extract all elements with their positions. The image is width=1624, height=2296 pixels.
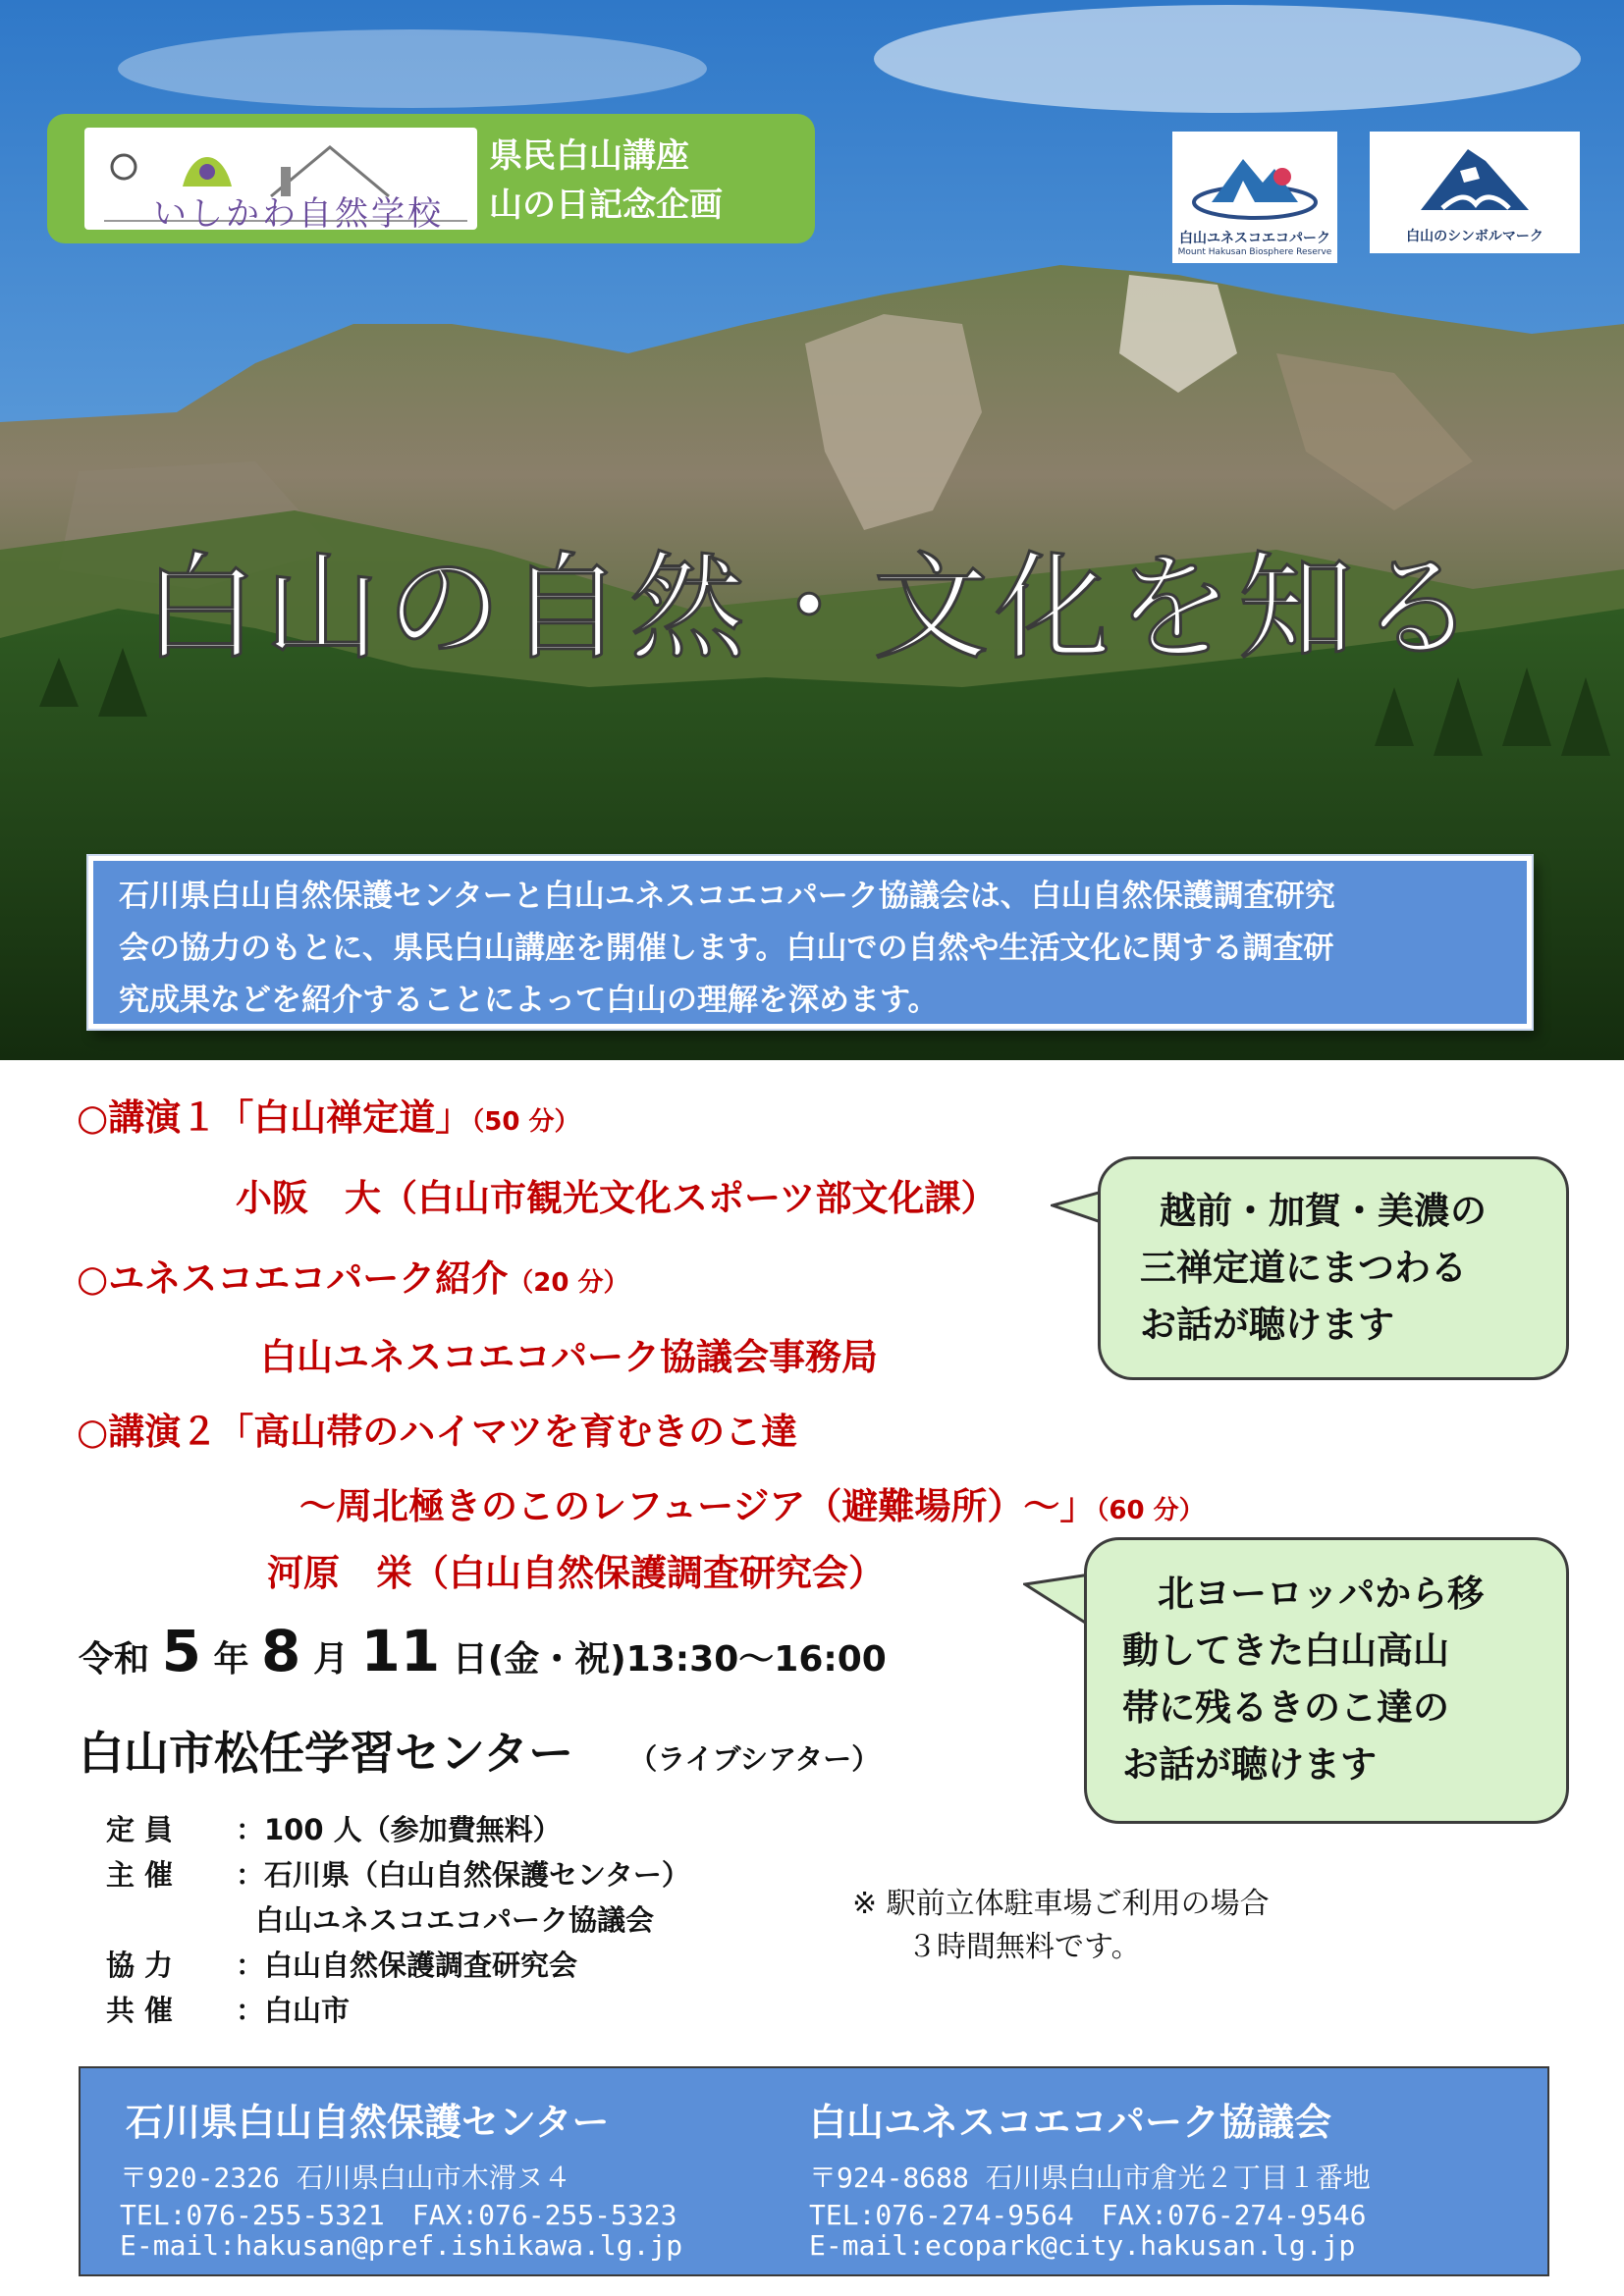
detail-cosponsor [106,1989,350,2029]
talk1-heading [77,1088,580,1141]
footer-right-name: 白山ユネスコエコパーク協議会 [809,2101,1332,2144]
ecopark-subcaption: Mount Hakusan Biosphere Reserve [1177,247,1332,257]
footer-left-address: 〒920-2326 石川県白山市木滑ヌ４ [120,2162,571,2194]
ecopark-intro-title: ○ユネスコエコパーク紹介 [77,1257,509,1300]
header-line-2: 山の日記念企画 [489,186,723,225]
bubble2-tail [1023,1571,1092,1629]
ecopark-logo [1172,132,1337,263]
venue-room: （ライブシアター） [628,1742,881,1776]
detail-value: 白山ユネスコエコパーク協議会 [255,1903,655,1937]
parking-note-line-1: ※ 駅前立体駐車場ご利用の場合 [852,1887,1270,1921]
bubble1-line-1: 越前・加賀・美濃の [1160,1190,1487,1232]
venue-name: 白山市松任学習センター [79,1727,574,1780]
event-date [79,1618,887,1684]
date-year: 5 [161,1618,201,1684]
talk1-bubble [1098,1156,1569,1380]
intro-line-3: 究成果などを紹介することによって白山の理解を深めます。 [119,983,939,1018]
date-day: 11 [360,1618,441,1684]
ecopark-mountain-icon [1172,132,1337,230]
footer-right-tel: TEL:076-274-9564 FAX:076-274-9546 [809,2199,1367,2231]
ecopark-intro-speaker: 白山ユネスコエコパーク協議会事務局 [260,1336,878,1378]
detail-label: 定員 [106,1813,184,1846]
footer-right-email[interactable]: E-mail:ecopark@city.hakusan.lg.jp [809,2229,1356,2262]
talk2-subtitle: ～周北極きのこのレフュージア（避難場所）～」 [299,1485,1097,1527]
date-era: 令和 [79,1639,150,1680]
detail-value: ：石川県（白山自然保護センター） [236,1858,690,1892]
bubble2-line-4: お話が聴けます [1122,1743,1377,1786]
talk1-speaker: 小阪 大（白山市観光文化スポーツ部文化課） [236,1177,998,1219]
detail-organizer-2 [106,1898,654,1939]
date-nen: 年 [213,1639,249,1680]
footer-right-address: 〒924-8688 石川県白山市倉光２丁目１番地 [809,2162,1371,2194]
bubble2-line-1: 北ヨーロッパから移 [1158,1573,1485,1615]
hakusan-symbol-icon [1370,132,1580,222]
contact-footer [79,2066,1549,2276]
date-rest: 日(金・祝)13:30～16:00 [452,1639,887,1680]
detail-value: ：100 人（参加費無料） [236,1813,562,1846]
header-banner [47,114,815,243]
bubble2-line-2: 動してきた白山高山 [1122,1629,1449,1672]
detail-cooperation [106,1944,577,1984]
intro-box [88,856,1532,1029]
talk1-title: ○講演１「白山禅定道」 [77,1096,472,1139]
ecopark-caption: 白山ユネスコエコパーク [1179,231,1330,246]
detail-value: ：白山市 [236,1994,351,2027]
ecopark-intro-heading [77,1249,629,1302]
talk2-speaker: 河原 栄（白山自然保護調査研究会） [267,1552,885,1594]
ishikawa-nature-school-logo [84,128,477,230]
bubble1-line-2: 三禅定道にまつわる [1140,1247,1467,1289]
talk2-bubble [1084,1537,1569,1824]
intro-line-1: 石川県白山自然保護センターと白山ユネスコエコパーク協議会は、白山自然保護調査研究 [119,879,1335,914]
detail-label: 共催 [106,1994,184,2027]
footer-left-name: 石川県白山自然保護センター [126,2101,610,2144]
ecopark-intro-duration: （20 分） [508,1268,629,1298]
bubble1-line-3: お話が聴けます [1140,1304,1394,1346]
main-title: 白山の自然・文化を知る [141,540,1482,675]
symbol-caption: 白山のシンボルマーク [1406,229,1543,244]
school-logo-text: いしかわ自然学校 [153,194,444,230]
talk2-duration: （60 分） [1096,1496,1205,1525]
footer-left-email[interactable]: E-mail:hakusan@pref.ishikawa.lg.jp [120,2229,683,2262]
detail-capacity [106,1808,562,1848]
detail-organizer [106,1853,690,1894]
venue [79,1718,880,1783]
detail-label: 主催 [106,1858,184,1892]
parking-note [852,1883,1270,1969]
talk1-duration: （50 分） [471,1107,580,1137]
talk2-title: ○講演２「高山帯のハイマツを育むきのこ達 [77,1411,798,1453]
detail-value: ：白山自然保護調査研究会 [236,1949,578,1982]
header-line-1: 県民白山講座 [489,136,689,176]
intro-line-2: 会の協力のもとに、県民白山講座を開催します。白山での自然や生活文化に関する調査研 [119,931,1334,966]
detail-label: 協力 [106,1949,184,1982]
talk2-subtitle-row [299,1476,1205,1529]
bubble2-line-3: 帯に残るきのこ達の [1122,1686,1449,1729]
footer-left-tel: TEL:076-255-5321 FAX:076-255-5323 [120,2199,677,2231]
parking-note-line-2: ３時間無料です。 [907,1930,1141,1964]
hakusan-symbol-logo [1370,132,1580,253]
header-lines [489,132,723,230]
date-tsuki: 月 [312,1639,349,1680]
date-month: 8 [261,1618,301,1684]
